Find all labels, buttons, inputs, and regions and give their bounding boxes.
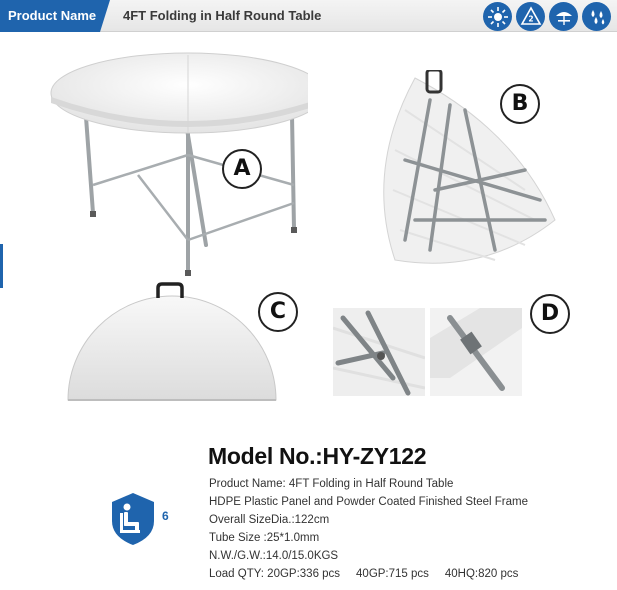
header-bar — [0, 0, 617, 32]
model-number: Model No.:HY-ZY122 — [208, 443, 427, 469]
figure-a-table-photo — [38, 45, 308, 280]
spec-load-qty: Load QTY: 20GP:336 pcs 40GP:715 pcs 40HQ:820 pcs — [209, 568, 519, 580]
table-umbrella-icon — [549, 2, 578, 31]
seat-count: 6 — [162, 509, 169, 523]
spec-tube-size: Tube Size :25*1.0mm — [209, 532, 320, 544]
spec-product-name: Product Name: 4FT Folding in Half Round Table — [209, 478, 454, 490]
sun-uv-icon — [483, 2, 512, 31]
figure-d-label: D — [530, 294, 570, 334]
spec-overall-size: Overall SizeDia.:122cm — [209, 514, 330, 526]
recycle-2-hdpe-icon — [516, 2, 545, 31]
figure-c-label: C — [258, 292, 298, 332]
product-title: 4FT Folding in Half Round Table — [123, 8, 322, 23]
left-accent-bar — [0, 244, 3, 288]
feature-badges — [483, 2, 611, 31]
water-drops-icon — [582, 2, 611, 31]
figure-b-label: B — [500, 84, 540, 124]
figure-d-detail-photo-1 — [333, 308, 425, 396]
tab-notch — [100, 0, 110, 32]
person-seat-icon — [110, 491, 156, 547]
spec-material: HDPE Plastic Panel and Powder Coated Finished Steel Frame — [209, 496, 528, 508]
figure-a-label: A — [222, 149, 262, 189]
product-name-tab: Product Name — [0, 0, 100, 32]
figure-d-detail-photo-2 — [430, 308, 522, 396]
spec-weight: N.W./G.W.:14.0/15.0KGS — [209, 550, 339, 562]
svg-text:2: 2 — [527, 14, 534, 23]
figure-c-folded-photo — [64, 282, 279, 404]
